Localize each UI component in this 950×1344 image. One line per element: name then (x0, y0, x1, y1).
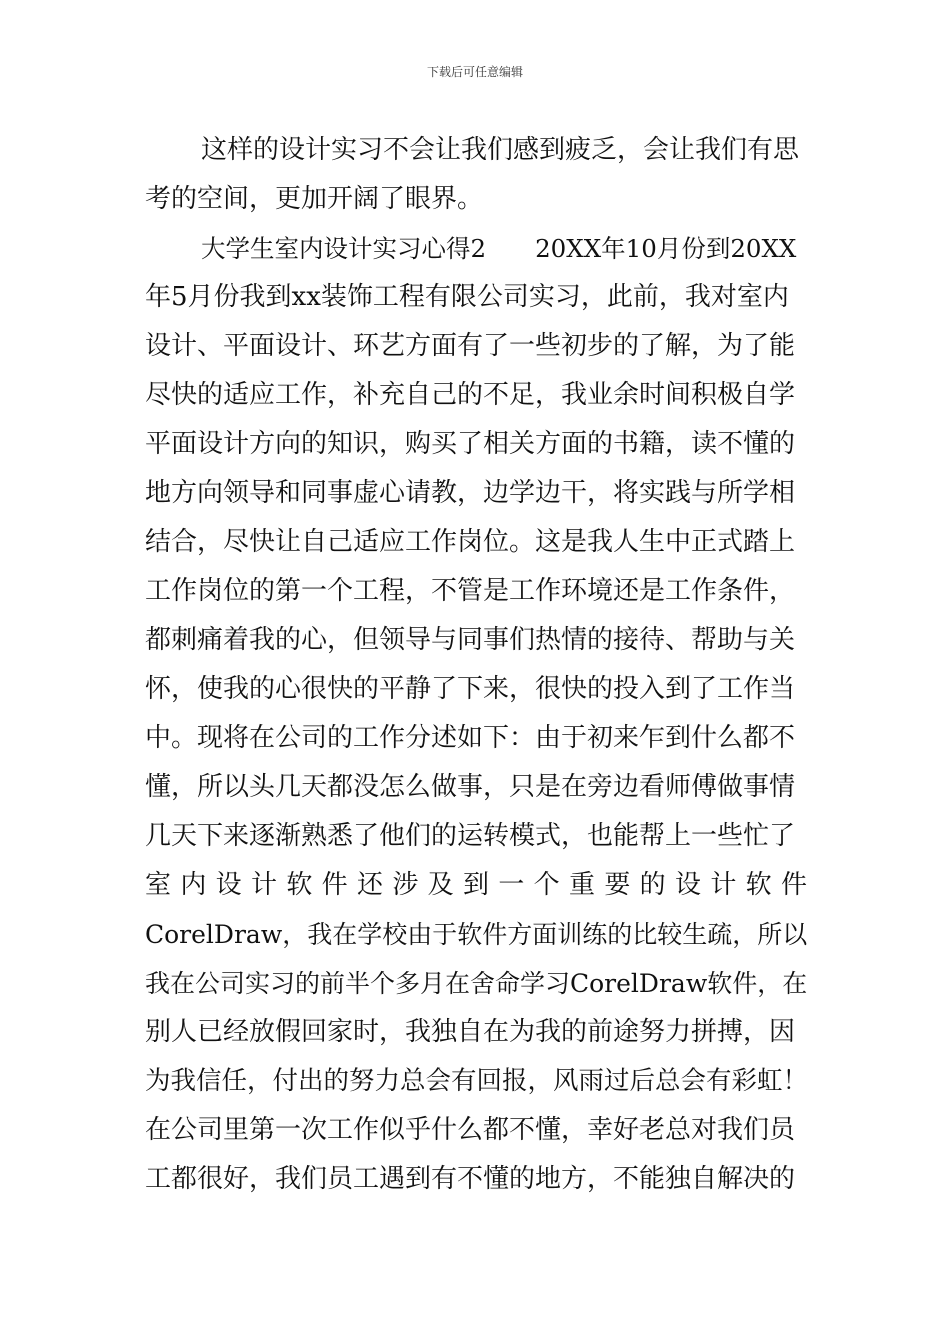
text-line: 懂，所以头几天都没怎么做事，只是在旁边看师傅做事情 (145, 772, 796, 802)
text-line: 设计、平面设计、环艺方面有了一些初步的了解，为了能 (145, 331, 796, 361)
text-line: 结合，尽快让自己适应工作岗位。这是我人生中正式踏上 (145, 527, 796, 557)
text-line: 工都很好，我们员工遇到有不懂的地方，不能独自解决的 (145, 1164, 796, 1194)
text-line: 我在公司实习的前半个多月在舍命学习CorelDraw软件，在 (145, 969, 808, 998)
text-line: 考的空间，更加开阔了眼界。 (145, 184, 484, 214)
text-line: 室 内 设 计 软 件 还 涉 及 到 一 个 重 要 的 设 计 软 件 (145, 870, 807, 900)
document-body (145, 126, 807, 1204)
text-line: 工作岗位的第一个工程，不管是工作环境还是工作条件， (145, 576, 796, 606)
text-line: CorelDraw，我在学校由于软件方面训练的比较生疏，所以 (145, 920, 808, 949)
text-line: 为我信任，付出的努力总会有回报，风雨过后总会有彩虹！ (145, 1066, 809, 1096)
text-line: 怀，使我的心很快的平静了下来，很快的投入到了工作当 (145, 674, 796, 704)
text-line: 这样的设计实习不会让我们感到疲乏，会让我们有思 (201, 135, 800, 165)
text-line: 尽快的适应工作，补充自己的不足，我业余时间积极自学 (145, 380, 796, 410)
text-line: 大学生室内设计实习心得2 20XX年10月份到20XX (201, 234, 797, 263)
text-line: 几天下来逐渐熟悉了他们的运转模式，也能帮上一些忙了 (145, 821, 796, 851)
text-line: 都刺痛着我的心，但领导与同事们热情的接待、帮助与关 (145, 625, 796, 655)
text-line: 地方向领导和同事虚心请教，边学边干，将实践与所学相 (145, 478, 796, 508)
text-line: 平面设计方向的知识，购买了相关方面的书籍，读不懂的 (145, 429, 796, 459)
text-line: 中。现将在公司的工作分述如下：由于初来乍到什么都不 (145, 723, 796, 753)
text-line: 年5月份我到xx装饰工程有限公司实习，此前，我对室内 (145, 282, 789, 312)
text-line: 别人已经放假回家时，我独自在为我的前途努力拼搏，因 (145, 1017, 796, 1047)
page-header: 下载后可任意编辑 (426, 65, 523, 79)
text-line: 在公司里第一次工作似乎什么都不懂，幸好老总对我们员 (145, 1115, 796, 1145)
